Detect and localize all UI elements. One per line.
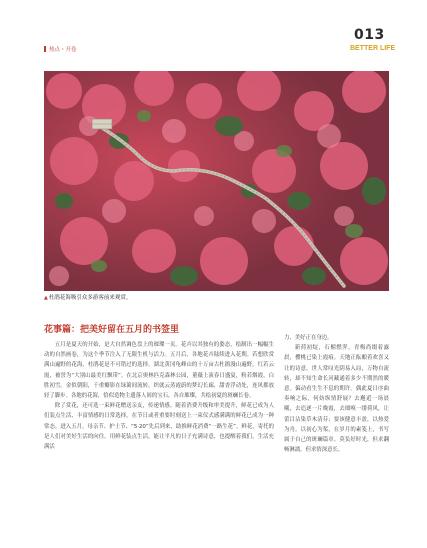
- paragraph-4: 新荷初绽，石榴燃霁，青梅尚缀着露晨，樱桃已染上霞痕。天地正酝酿着欢喜又让的诗意。世人常叹光阴易入局，万物自流转，却不知生命长河藏通着多少不期然的暖意。偏动看生生不息的期许。偶此夏日序曲奏响之际，何妨纵情舒展？去邂逅一场晨曦，去追逐一片晚霞，去细嗅一缕荷风，让蕾目沾染草木清芬；要该健意丰盈，以热爱为舟，以初心为桨，在岁月的素笺上，书写属于自己的斑斓篇章。莫负好时光，但求翻畅淋漓，但求情深意长。: [284, 345, 389, 454]
- section-tag: [44, 46, 77, 54]
- magazine-name: BETTER LIFE: [350, 45, 396, 52]
- caption-text: 杜鹃花海吸引众多游客前来观赏。: [48, 295, 132, 301]
- section-bar: [44, 46, 46, 52]
- photo-illustration: [44, 71, 389, 291]
- paragraph-2: 除了赏花，还可选一束鲜花赠送亲友，传递情感。随着消费升级和审美提升，鲜花已成为人们装点生活、丰富情感的日常选择，在节日或者重要时刻送上一束仪式感满满的鲜花已成为一种常态。进入五月，母亲节、护士节、“5·20”先后到来，助推鲜花消费“一路生花”。鲜花，寄托的是人们对美好生活的向往。用鲜花装点生活，能让平凡的日子充满诗意，也提醒着我们，生活充满活: [44, 403, 274, 451]
- article-heading: 花事篇：把美好留在五月的书签里: [44, 325, 180, 335]
- section-tag-text: 热点・开卷: [49, 47, 77, 53]
- article-right-column: [284, 333, 389, 455]
- photo-caption: [44, 294, 131, 302]
- caption-marker-icon: ▲: [44, 295, 48, 301]
- viewing-platform: [92, 119, 112, 129]
- azalea-mountain-photo: [44, 71, 389, 291]
- page-number: 013: [354, 27, 385, 43]
- article-left-column: [44, 324, 274, 452]
- paragraph-1: 五月是夏天的开始，是大自然调色盘上的璀璨一页。花卉以其独有的姿态，绘制出一幅幅生动的自然画卷，为这个季节注入了无限生机与活力。五月后，各地花卉陆续进入花期。若想欣赏满山遍野的花海，杜鹃花是不可错过的选择。湖北黄冈龟峰山的十万亩古杜鹃漫山遍野，红若云霞，被誉为“大别山最美红飘带”。在北京奥林匹克森林公园，董薇上演春日盛宴，粉若烟霞，白胜初雪。金似朝阳，千重瓣影在绿篱间流转，织就云蒸霞蔚的梦幻长廊，甜香浮动处，连风都放轻了脚步。各地的花海，恰似造物主遗落人间的宝石，各自璀璨，共绘初夏的斑斓长卷。: [44, 342, 274, 400]
- paragraph-3: 力，美好正在身边。: [284, 335, 333, 341]
